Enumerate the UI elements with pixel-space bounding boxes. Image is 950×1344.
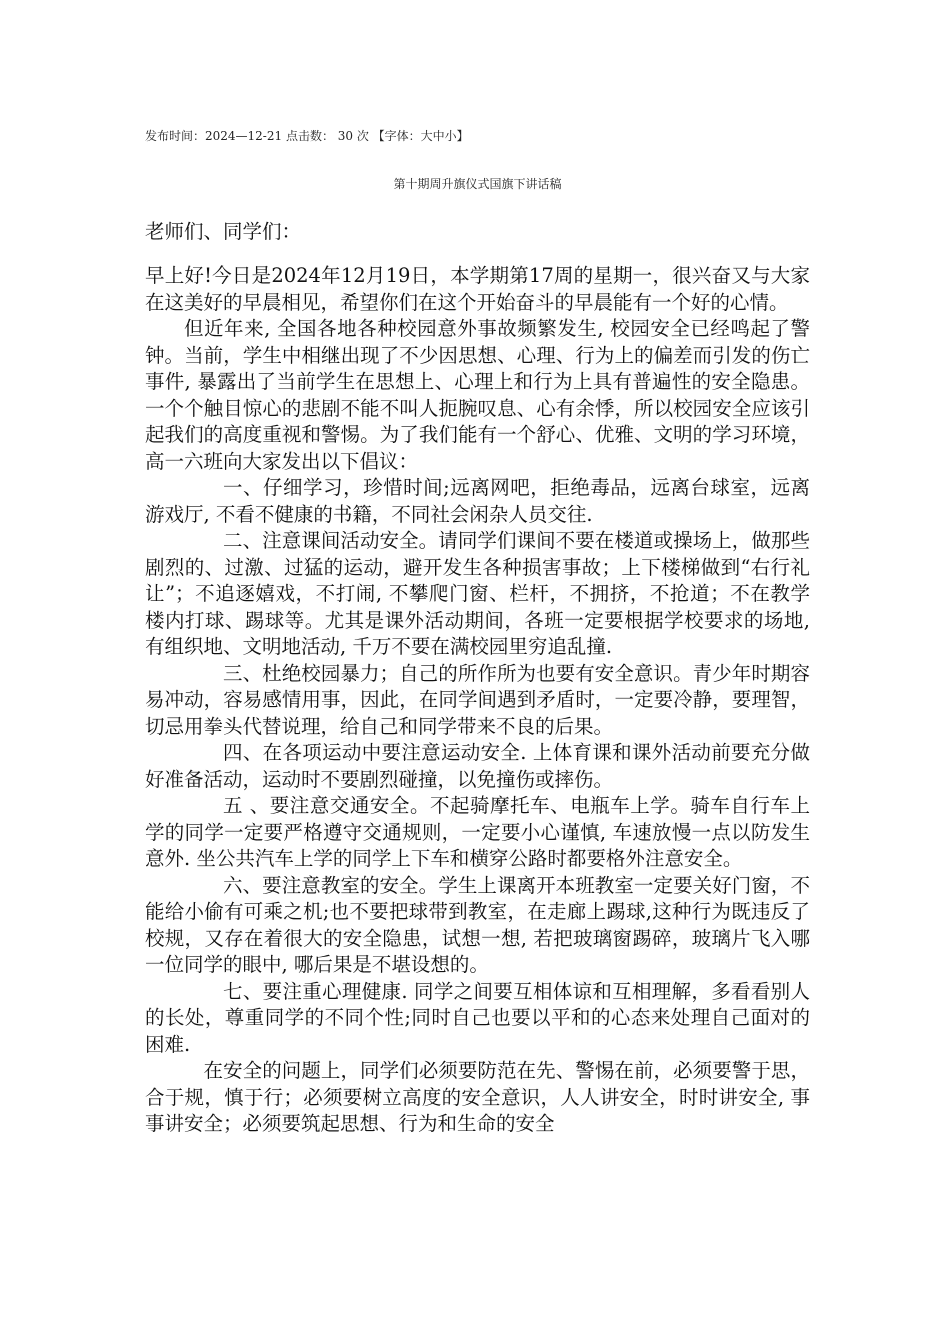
paragraph-item-2: 二、注意课间活动安全。请同学们课间不要在楼道或操场上，做那些剧烈的、过激、过猛的运动，避开发生各种损害事故；上下楼梯做到“右行礼让”；不追逐嬉戏，不打闹, 不攀爬门窗、栏杆，不拥挤，不抢道；不在教学楼内打球、踢球等。尤其是课外活动期间，各班一定要根据学校要求的场地, 有组织地、文明地活动, 千万不要在满校园里穷追乱撞. bbox=[145, 529, 810, 658]
paragraph-item-6: 六、要注意教室的安全。学生上课离开本班教室一定要关好门窗，不能给小偷有可乘之机;也不要把球带到教室，在走廊上踢球,这种行为既违反了校规，又存在着很大的安全隐患，试想一想, 若把玻璃窗踢碎，玻璃片飞入哪一位同学的眼中, 哪后果是不堪设想的。 bbox=[145, 873, 810, 976]
paragraph-item-1: 一、仔细学习，珍惜时间;远离网吧，拒绝毒品，远离台球室，远离游戏厅, 不看不健康的书籍，不同社会闲杂人员交往. bbox=[145, 476, 810, 526]
paragraph-greeting: 早上好!今日是2024年12月19日，本学期第17周的星期一，很兴奋又与大家在这美好的早晨相见，希望你们在这个开始奋斗的早晨能有一个好的心情。 bbox=[145, 264, 810, 314]
paragraph-item-3: 三、杜绝校园暴力；自己的所作所为也要有安全意识。青少年时期容易冲动，容易感情用事，因此，在同学间遇到矛盾时，一定要冷静，要理智，切忌用拳头代替说理，给自己和同学带来不良的后果。 bbox=[145, 661, 810, 738]
paragraph-background: 但近年来, 全国各地各种校园意外事故频繁发生, 校园安全已经鸣起了警钟。当前，学生中相继出现了不少因思想、心理、行为上的偏差而引发的伤亡事件, 暴露出了当前学生在思想上、心理上和行为上具有普遍性的安全隐患。一个个触目惊心的悲剧不能不叫人扼腕叹息、心有余悸，所以校园安全应该引起我们的高度重视和警惕。为了我们能有一个舒心、优雅、文明的学习环境，高一六班向大家发出以下倡议： bbox=[145, 317, 810, 473]
paragraph-conclusion: 在安全的问题上，同学们必须要防范在先、警惕在前，必须要警于思，合于规，慎于行；必须要树立高度的安全意识，人人讲安全，时时讲安全, 事事讲安全；必须要筑起思想、行为和生命的安全 bbox=[145, 1059, 810, 1135]
paragraph-item-5: 五 、要注意交通安全。不起骑摩托车、电瓶车上学。骑车自行车上学的同学一定要严格遵守交通规则，一定要小心谨慎, 车速放慢一点以防发生意外. 坐公共汽车上学的同学上下车和横穿公路时都要格外注意安全。 bbox=[145, 794, 810, 870]
paragraph-item-4: 四、在各项运动中要注意运动安全. 上体育课和课外活动前要充分做好准备活动，运动时不要剧烈碰撞，以免撞伤或摔伤。 bbox=[145, 741, 810, 791]
salutation: 老师们、同学们： bbox=[145, 220, 302, 243]
publish-meta-line: 发布时间：2024—12-21 点击数： 30 次 【字体：大中小】 bbox=[145, 129, 469, 143]
paragraph-item-7: 七、要注重心理健康. 同学之间要互相体谅和互相理解，多看看别人的长处，尊重同学的不同个性;同时自己也要以平和的心态来处理自己面对的困难. bbox=[145, 979, 810, 1056]
document-body bbox=[145, 263, 810, 1138]
document-title: 第十期周升旗仪式国旗下讲话稿 bbox=[393, 177, 562, 191]
